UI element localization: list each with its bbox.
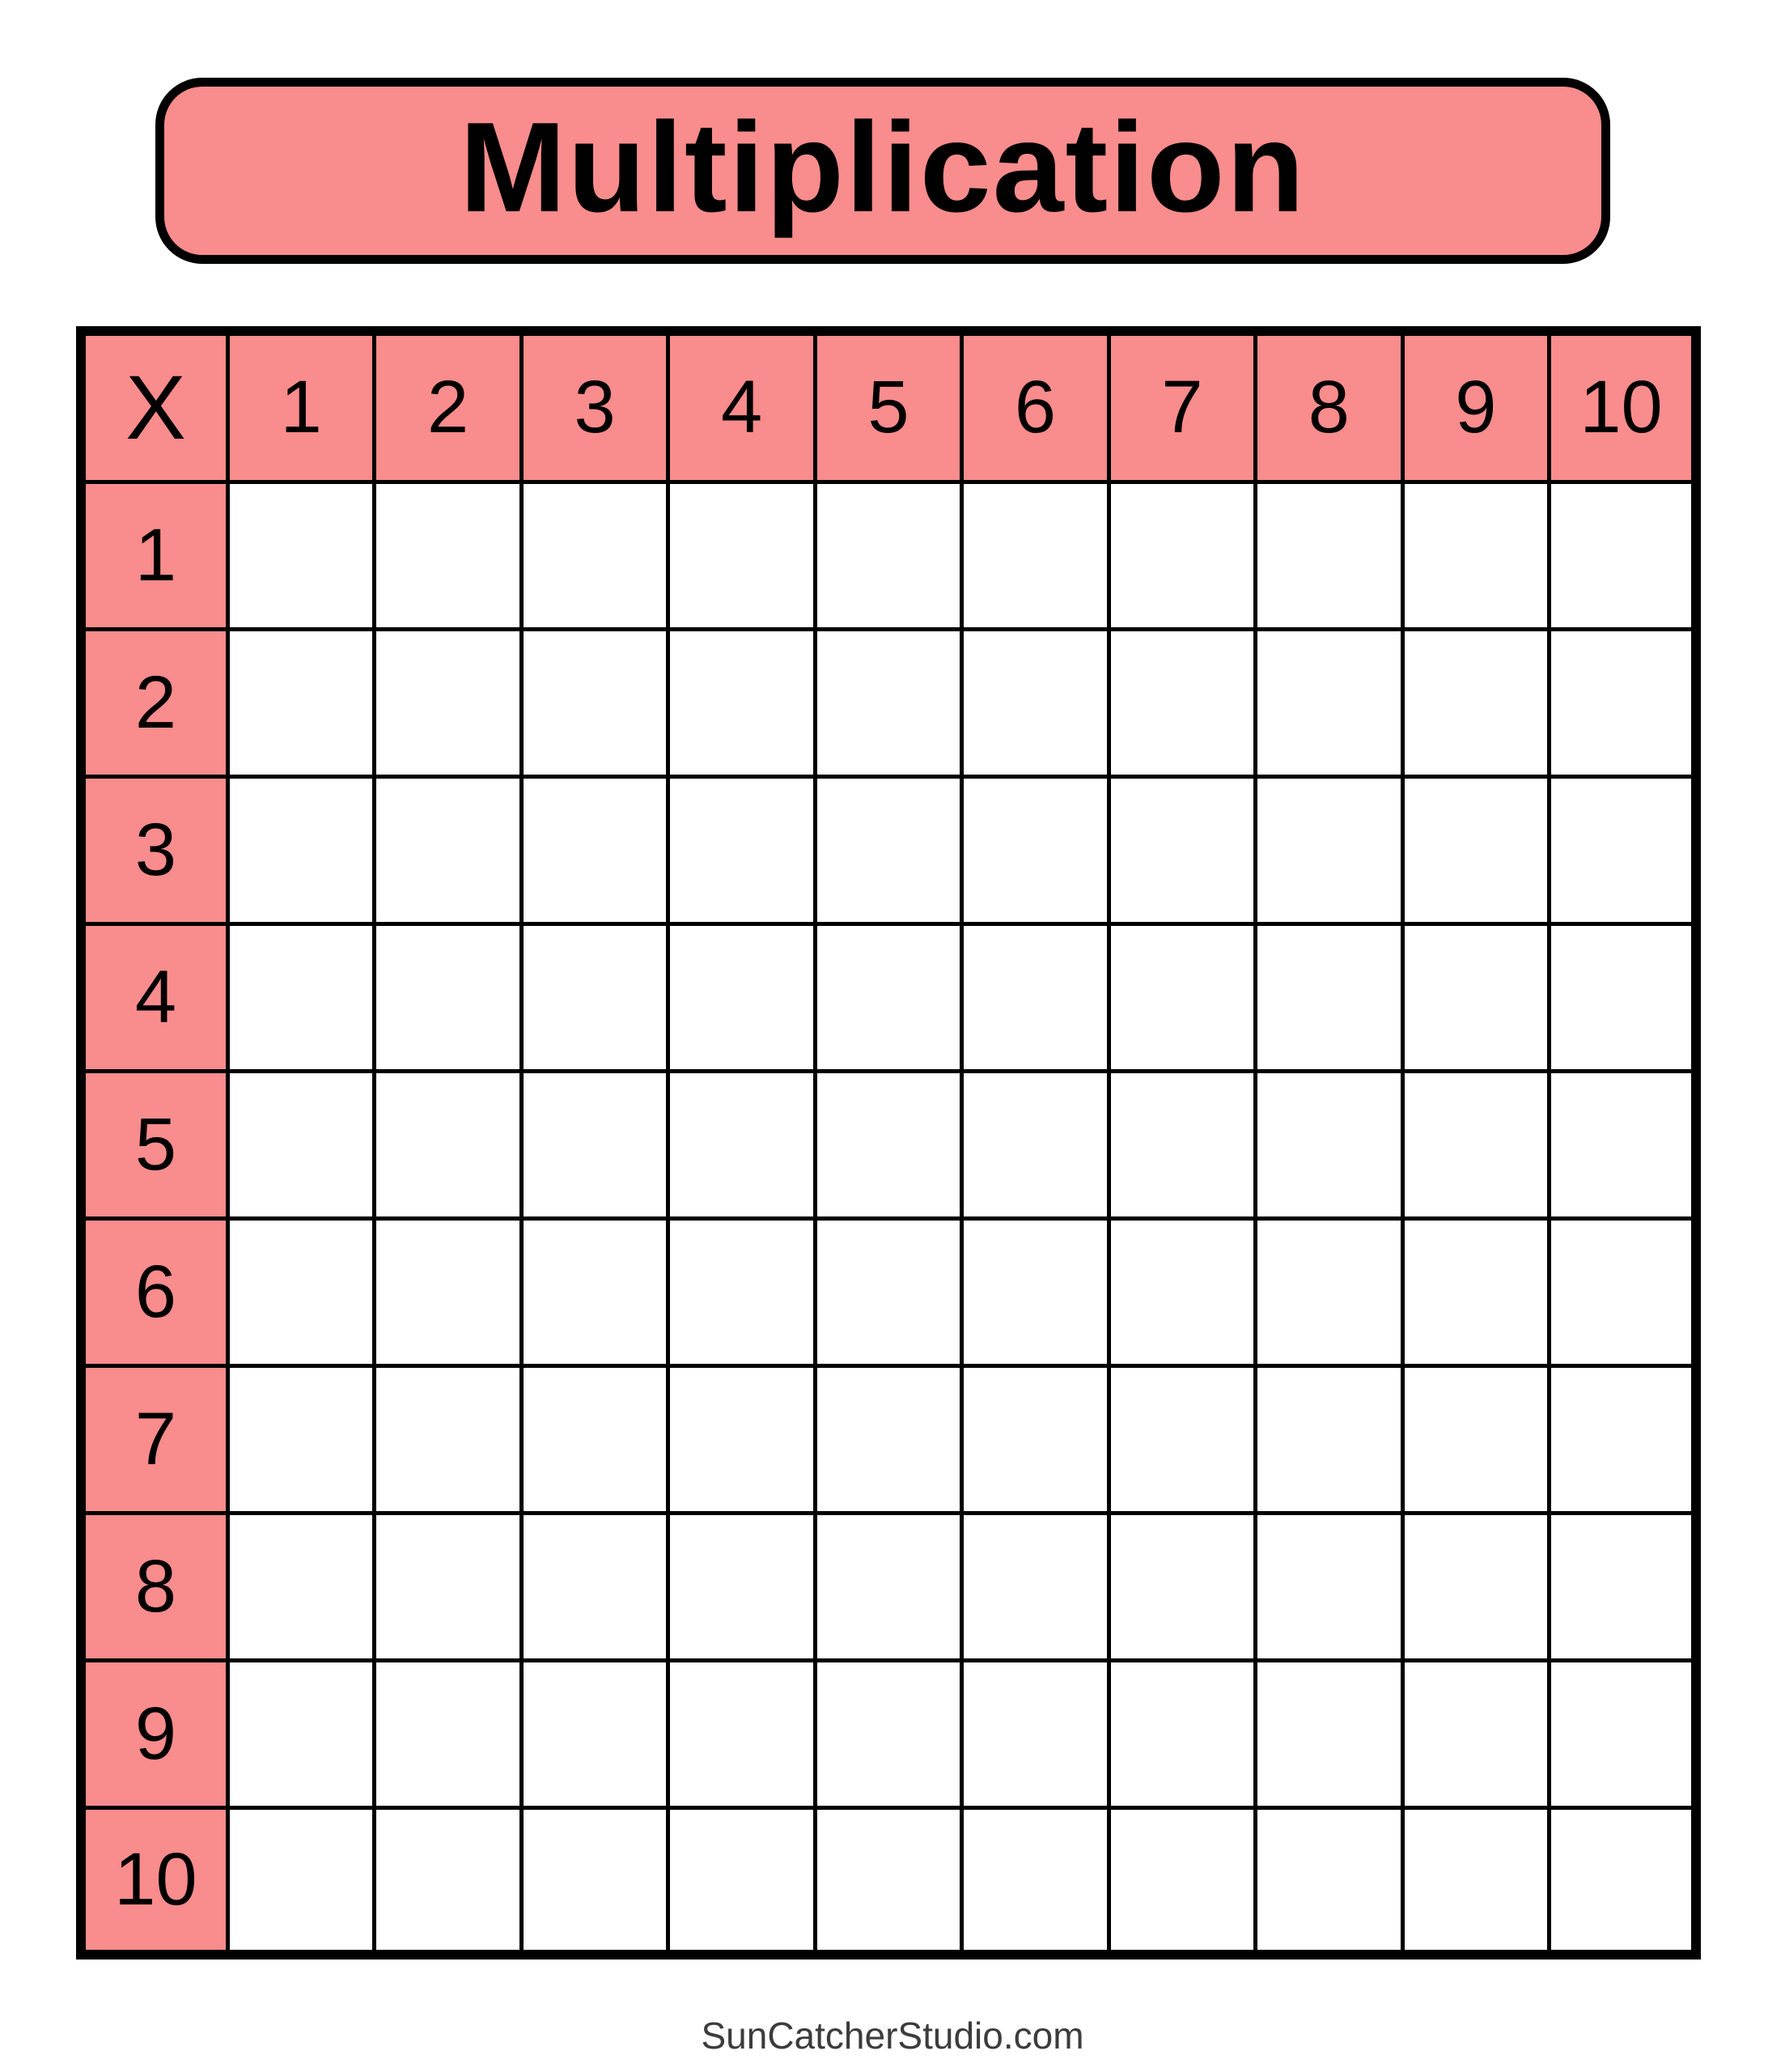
product-cell: [1402, 629, 1549, 776]
product-cell: [1256, 629, 1402, 776]
row-header-cell: 3: [81, 776, 227, 923]
product-cell: [375, 1513, 521, 1660]
table-row: [81, 1071, 1696, 1218]
product-cell: [521, 1807, 668, 1955]
row-header-cell: 4: [81, 923, 227, 1071]
column-header-cell: 4: [668, 331, 815, 482]
product-cell: [1402, 1807, 1549, 1955]
product-cell: [375, 776, 521, 923]
product-cell: [1256, 1513, 1402, 1660]
product-cell: [1550, 1218, 1696, 1365]
row-header-cell: 8: [81, 1513, 227, 1660]
product-cell: [227, 1218, 374, 1365]
column-header-cell: 8: [1256, 331, 1402, 482]
product-cell: [227, 1071, 374, 1218]
product-cell: [815, 1071, 961, 1218]
product-cell: [1550, 776, 1696, 923]
row-header-cell: 6: [81, 1218, 227, 1365]
product-cell: [521, 1513, 668, 1660]
product-cell: [375, 1660, 521, 1807]
product-cell: [1256, 1807, 1402, 1955]
product-cell: [962, 482, 1109, 629]
product-cell: [227, 776, 374, 923]
column-header-cell: 5: [815, 331, 961, 482]
product-cell: [1109, 776, 1255, 923]
product-cell: [1109, 1365, 1255, 1513]
column-header-cell: 7: [1109, 331, 1255, 482]
product-cell: [1256, 1660, 1402, 1807]
row-header-cell: 9: [81, 1660, 227, 1807]
product-cell: [1109, 1807, 1255, 1955]
page-title: Multiplication: [459, 96, 1307, 239]
product-cell: [815, 629, 961, 776]
grid-body: [81, 482, 1696, 1955]
product-cell: [962, 776, 1109, 923]
column-header-cell: 3: [521, 331, 668, 482]
product-cell: [1109, 1660, 1255, 1807]
product-cell: [668, 1218, 815, 1365]
product-cell: [1256, 1071, 1402, 1218]
product-cell: [1109, 482, 1255, 629]
product-cell: [962, 1513, 1109, 1660]
product-cell: [227, 1513, 374, 1660]
product-cell: [1109, 1218, 1255, 1365]
product-cell: [1256, 776, 1402, 923]
table-row: [81, 1660, 1696, 1807]
product-cell: [668, 923, 815, 1071]
product-cell: [375, 1218, 521, 1365]
product-cell: [521, 629, 668, 776]
product-cell: [962, 1218, 1109, 1365]
corner-cell: X: [81, 331, 227, 482]
product-cell: [1550, 1513, 1696, 1660]
product-cell: [1256, 923, 1402, 1071]
product-cell: [1109, 1513, 1255, 1660]
table-row: [81, 1807, 1696, 1955]
product-cell: [815, 482, 961, 629]
product-cell: [1256, 1218, 1402, 1365]
product-cell: [668, 1660, 815, 1807]
table-row: [81, 923, 1696, 1071]
product-cell: [962, 629, 1109, 776]
product-cell: [227, 482, 374, 629]
column-header-cell: 9: [1402, 331, 1549, 482]
product-cell: [668, 776, 815, 923]
product-cell: [375, 1071, 521, 1218]
product-cell: [521, 1365, 668, 1513]
product-cell: [1256, 482, 1402, 629]
product-cell: [521, 1218, 668, 1365]
product-cell: [1550, 1365, 1696, 1513]
table-row: [81, 1513, 1696, 1660]
product-cell: [815, 1660, 961, 1807]
product-cell: [1550, 923, 1696, 1071]
product-cell: [1402, 776, 1549, 923]
product-cell: [227, 1365, 374, 1513]
product-cell: [668, 1071, 815, 1218]
product-cell: [521, 1071, 668, 1218]
product-cell: [375, 923, 521, 1071]
product-cell: [521, 1660, 668, 1807]
product-cell: [1402, 923, 1549, 1071]
table-row: [81, 1365, 1696, 1513]
product-cell: [1402, 1660, 1549, 1807]
product-cell: [815, 1807, 961, 1955]
product-cell: [815, 1365, 961, 1513]
row-header-cell: 2: [81, 629, 227, 776]
product-cell: [962, 1365, 1109, 1513]
product-cell: [375, 1365, 521, 1513]
title-banner: [155, 78, 1610, 264]
product-cell: [227, 1807, 374, 1955]
product-cell: [227, 629, 374, 776]
product-cell: [815, 1513, 961, 1660]
product-cell: [227, 1660, 374, 1807]
product-cell: [668, 482, 815, 629]
product-cell: [962, 923, 1109, 1071]
product-cell: [668, 1365, 815, 1513]
product-cell: [1402, 1218, 1549, 1365]
product-cell: [1109, 1071, 1255, 1218]
multiplication-grid: [76, 326, 1701, 1959]
product-cell: [668, 1807, 815, 1955]
product-cell: [668, 629, 815, 776]
product-cell: [1109, 923, 1255, 1071]
column-header-cell: 1: [227, 331, 374, 482]
product-cell: [815, 923, 961, 1071]
row-header-cell: 10: [81, 1807, 227, 1955]
product-cell: [1402, 1365, 1549, 1513]
product-cell: [227, 923, 374, 1071]
row-header-cell: 7: [81, 1365, 227, 1513]
product-cell: [962, 1807, 1109, 1955]
product-cell: [375, 482, 521, 629]
footer-credit: SunCatcherStudio.com: [701, 2015, 1084, 2057]
table-row: [81, 776, 1696, 923]
product-cell: [1256, 1365, 1402, 1513]
product-cell: [375, 629, 521, 776]
product-cell: [1550, 1807, 1696, 1955]
product-cell: [668, 1513, 815, 1660]
header-row: [81, 331, 1696, 482]
product-cell: [521, 482, 668, 629]
column-header-cell: 10: [1550, 331, 1696, 482]
column-header-cell: 6: [962, 331, 1109, 482]
table-row: [81, 482, 1696, 629]
product-cell: [521, 923, 668, 1071]
grid-header-row: [81, 331, 1696, 482]
table-row: [81, 629, 1696, 776]
product-cell: [815, 1218, 961, 1365]
product-cell: [1550, 1071, 1696, 1218]
column-header-cell: 2: [375, 331, 521, 482]
product-cell: [1109, 629, 1255, 776]
product-cell: [1402, 1071, 1549, 1218]
product-cell: [815, 776, 961, 923]
product-cell: [521, 776, 668, 923]
row-header-cell: 1: [81, 482, 227, 629]
product-cell: [1550, 482, 1696, 629]
product-cell: [375, 1807, 521, 1955]
product-cell: [1402, 482, 1549, 629]
product-cell: [1550, 629, 1696, 776]
product-cell: [1550, 1660, 1696, 1807]
product-cell: [962, 1071, 1109, 1218]
product-cell: [1402, 1513, 1549, 1660]
table-row: [81, 1218, 1696, 1365]
row-header-cell: 5: [81, 1071, 227, 1218]
product-cell: [962, 1660, 1109, 1807]
